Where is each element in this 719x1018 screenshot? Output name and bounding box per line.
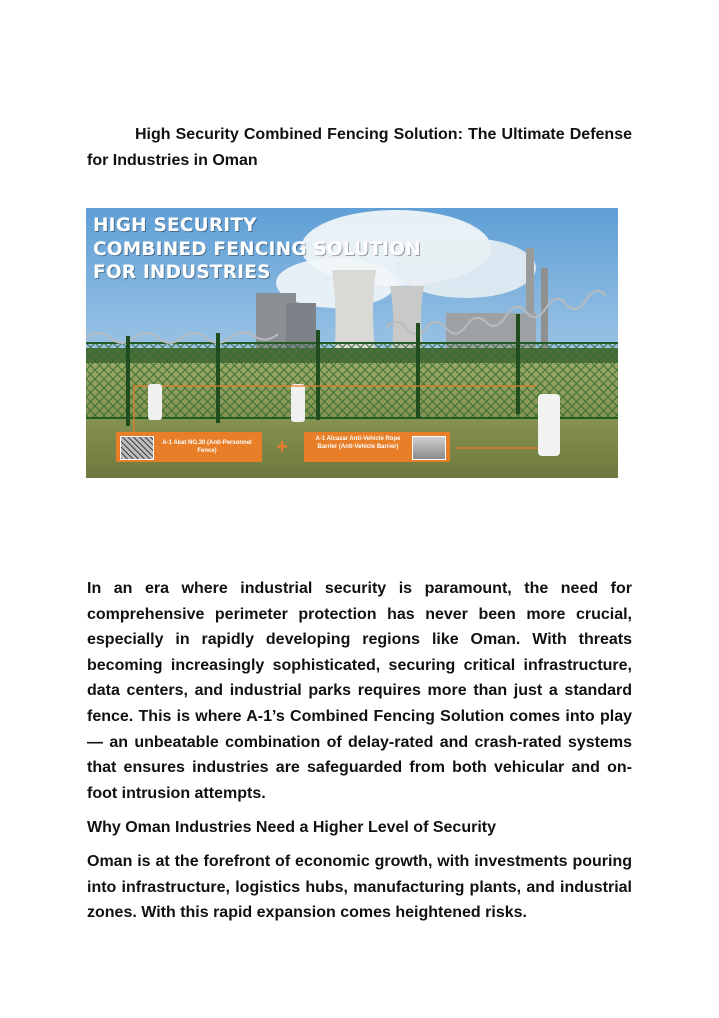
barrier-thumbnail (412, 436, 446, 460)
fence-label-text: A-1 Akat NG.30 (Anti-Personnel Fence) (162, 440, 252, 454)
plus-icon: + (276, 436, 288, 458)
fence-label-anti-vehicle (304, 432, 450, 462)
document-title: High Security Combined Fencing Solution: The Ultimate Defense for Industries in Oman (87, 126, 632, 169)
hero-heading-line-2: COMBINED FENCING SOLUTION (93, 238, 421, 260)
hero-heading-line-1: HIGH SECURITY (93, 215, 257, 236)
hero-heading-line-3: FOR INDUSTRIES (93, 262, 271, 283)
oman-paragraph: Oman is at the forefront of economic growth, with investments pouring into infrastructure, logistics hubs, manufacturing plants, and industrial zones. With this rapid expansion comes heightened risks. (87, 853, 632, 922)
intro-paragraph: In an era where industrial security is paramount, the need for comprehensive perimeter protection has never been more crucial, especially in rapidly developing regions like Oman. With threats becoming increasingly sophisticated, securing critical infrastructure, data centers, and industrial parks requires more than just a standard fence. This is where A-1’s Combined Fencing Solution comes into play — an unbeatable combination of delay-rated and crash-rated systems that ensures industries are safeguarded from both vehicular and on-foot intrusion attempts. (87, 580, 632, 802)
fence-thumbnail (120, 436, 154, 460)
hero-image (86, 208, 618, 478)
barrier-label-text: A-1 Alcazar Anti-Vehicle Rope Barrier (Anti-Vehicle Barrier) (315, 436, 401, 450)
hero-heading (93, 214, 421, 285)
fence-label-anti-personnel (116, 432, 262, 462)
section-heading: Why Oman Industries Need a Higher Level of Security (87, 819, 496, 836)
